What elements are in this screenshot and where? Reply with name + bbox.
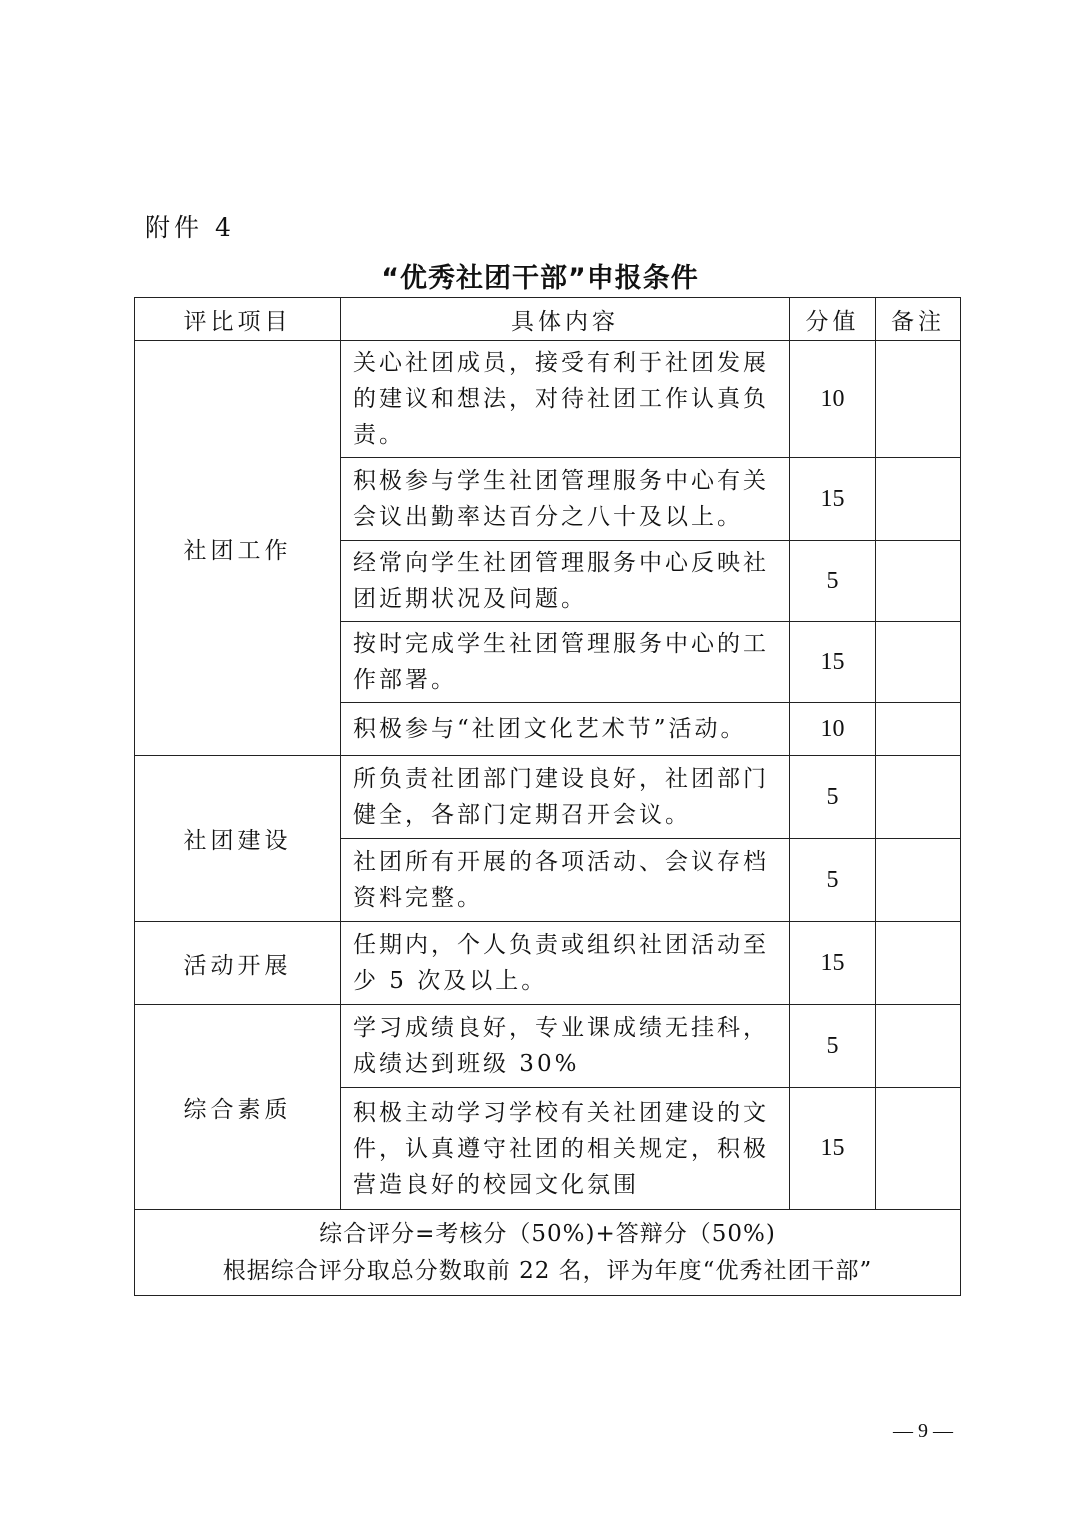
table-row xyxy=(135,922,961,1005)
score-cell: 5 xyxy=(790,1005,876,1088)
score-cell: 10 xyxy=(790,703,876,756)
header-content: 具体内容 xyxy=(341,298,790,341)
content-cell: 社团所有开展的各项活动、会议存档资料完整。 xyxy=(341,839,790,922)
score-cell: 15 xyxy=(790,622,876,703)
table-row xyxy=(135,341,961,458)
header-score: 分值 xyxy=(790,298,876,341)
score-cell: 5 xyxy=(790,839,876,922)
score-cell: 5 xyxy=(790,756,876,839)
header-note: 备注 xyxy=(876,298,961,341)
note-cell xyxy=(876,341,961,458)
note-cell xyxy=(876,922,961,1005)
note-cell xyxy=(876,1088,961,1210)
document-title: “优秀社团干部”申报条件 xyxy=(381,263,699,294)
category-club-building: 社团建设 xyxy=(135,756,341,922)
category-overall-quality: 综合素质 xyxy=(135,1005,341,1210)
score-cell: 15 xyxy=(790,922,876,1005)
table-header-row xyxy=(135,298,961,341)
content-cell: 积极主动学习学校有关社团建设的文件，认真遵守社团的相关规定，积极营造良好的校园文化氛围 xyxy=(341,1088,790,1210)
scoring-formula: 综合评分=考核分（50%)+答辩分（50%) xyxy=(319,1220,776,1247)
content-cell: 学习成绩良好，专业课成绩无挂科，成绩达到班级 30% xyxy=(341,1005,790,1088)
content-cell: 任期内，个人负责或组织社团活动至少 5 次及以上。 xyxy=(341,922,790,1005)
note-cell xyxy=(876,703,961,756)
score-cell: 15 xyxy=(790,1088,876,1210)
note-cell xyxy=(876,756,961,839)
category-activities: 活动开展 xyxy=(135,922,341,1005)
header-category: 评比项目 xyxy=(135,298,341,341)
note-cell xyxy=(876,622,961,703)
content-cell: 按时完成学生社团管理服务中心的工作部署。 xyxy=(341,622,790,703)
table-row xyxy=(135,756,961,839)
note-cell xyxy=(876,458,961,541)
note-cell xyxy=(876,541,961,622)
attachment-label: 附件 4 xyxy=(145,213,235,242)
note-cell xyxy=(876,839,961,922)
score-cell: 15 xyxy=(790,458,876,541)
page-number: — 9 — xyxy=(893,1420,953,1442)
score-cell: 10 xyxy=(790,341,876,458)
content-cell: 积极参与学生社团管理服务中心有关会议出勤率达百分之八十及以上。 xyxy=(341,458,790,541)
score-cell: 5 xyxy=(790,541,876,622)
criteria-table xyxy=(134,297,961,1296)
content-cell: 关心社团成员，接受有利于社团发展的建议和想法，对待社团工作认真负责。 xyxy=(341,341,790,458)
table-footer-row xyxy=(135,1210,961,1296)
table-row xyxy=(135,1005,961,1088)
category-club-work: 社团工作 xyxy=(135,341,341,756)
content-cell: 经常向学生社团管理服务中心反映社团近期状况及问题。 xyxy=(341,541,790,622)
content-cell: 积极参与“社团文化艺术节”活动。 xyxy=(341,703,790,756)
selection-rule: 根据综合评分取总分数取前 22 名，评为年度“优秀社团干部” xyxy=(222,1257,873,1284)
content-cell: 所负责社团部门建设良好，社团部门健全，各部门定期召开会议。 xyxy=(341,756,790,839)
note-cell xyxy=(876,1005,961,1088)
scoring-rule xyxy=(135,1210,961,1296)
